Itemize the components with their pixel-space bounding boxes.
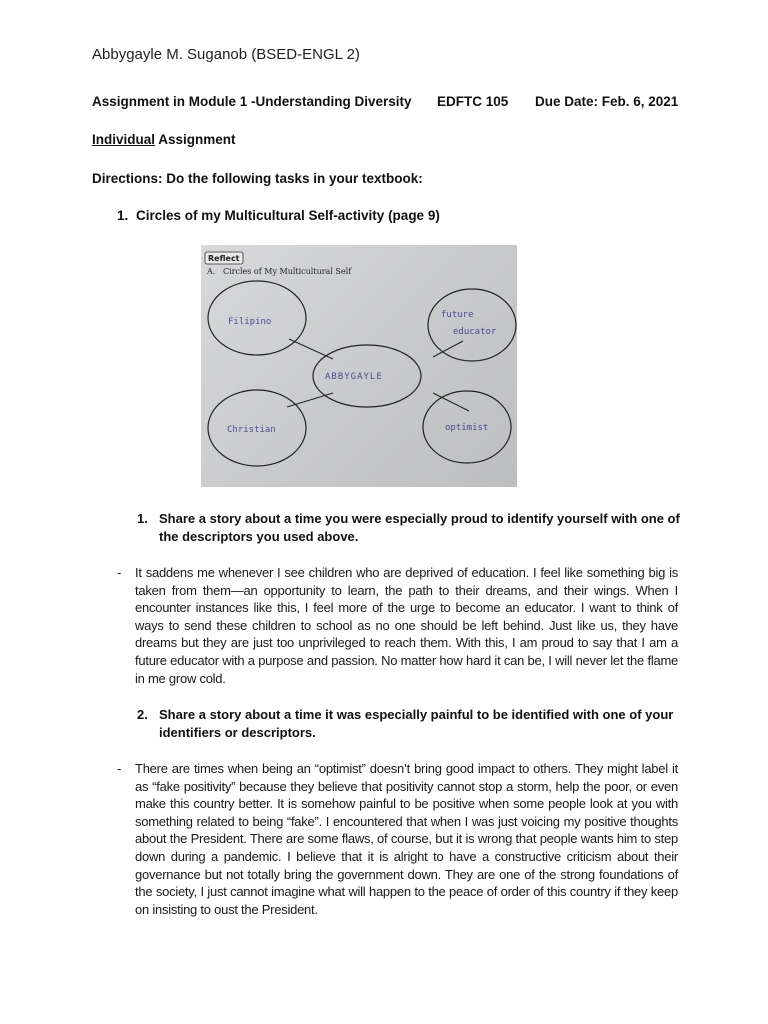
task-1-text: Circles of my Multicultural Self-activity (page 9) [136, 208, 440, 223]
due-date: Due Date: Feb. 6, 2021 [535, 94, 679, 109]
task-1-number: 1. [117, 208, 129, 223]
caption-letter: A. [207, 267, 216, 276]
label-future: future [441, 310, 474, 320]
answer-1-dash: - [117, 565, 122, 580]
question-1-text: Share a story about a time you were especially proud to identify yourself with one of the descriptors you used above. [159, 511, 680, 544]
question-2-text: Share a story about a time it was especially painful to be identified with one of your identifiers or descriptors. [159, 707, 674, 740]
course-code: EDFTC 105 [437, 94, 509, 109]
diagram-svg [201, 245, 517, 487]
answer-2: There are times when being an “optimist” doesn’t bring good impact to others. They might label it as “fake positivity” because they believe that positivity cannot stop a storm, help the poor, or even make this country better. It is somehow painful to be positive when some people look at you with something related to being “fake”. I encountered that when I was just voicing my positive thoughts about the President. There are some flaws, of course, but it is wrong that people wants him to step down during a pandemic. I believe that it is alright to have a constructive criticism about their governance but not totally bring the government down. They are one of the strong foundations of the society, I just cannot imagine what will happen to the peace of order of this country if they keep on insisting to oust the President. [135, 761, 678, 917]
label-educator: educator [453, 327, 497, 337]
answer-1: It saddens me whenever I see children who are deprived of education. I feel like something big is taken from them—an opportunity to learn, the path to their dreams, and their wings. When I encounter instances like this, I feel more of the urge to become an educator. I want to think of ways to send these children to school as no one should be left behind. Just like us, they have dreams but they are just too unprivileged to reach them. With this, I am proud to say that I am a future educator with a purpose and passion. No matter how hard it can be, I will never let the flame in me grow cold. [135, 565, 678, 686]
question-1-number: 1. [137, 511, 148, 526]
label-filipino: Filipino [228, 317, 272, 327]
label-abbygayle: ABBYGAYLE [325, 372, 383, 382]
assignment-type [92, 132, 236, 147]
assignment-title: Assignment in Module 1 -Understanding Diversity [92, 94, 412, 109]
reflect-label: Reflect [208, 254, 240, 263]
diagram-caption: Circles of My Multicultural Self [223, 267, 352, 276]
circle-top-right [428, 289, 516, 361]
directions: Directions: Do the following tasks in your textbook: [92, 171, 423, 186]
question-2 [137, 706, 697, 742]
assignment-word: Assignment [155, 132, 236, 147]
answer-2-dash: - [117, 761, 122, 776]
question-2-number: 2. [137, 707, 148, 722]
multicultural-self-diagram-photo [201, 245, 517, 487]
author-name: Abbygayle M. Suganob (BSED-ENGL 2) [92, 46, 360, 63]
question-1 [137, 510, 697, 546]
label-christian: Christian [227, 425, 276, 435]
individual-underlined: Individual [92, 132, 156, 147]
label-optimist: optimist [445, 423, 489, 433]
